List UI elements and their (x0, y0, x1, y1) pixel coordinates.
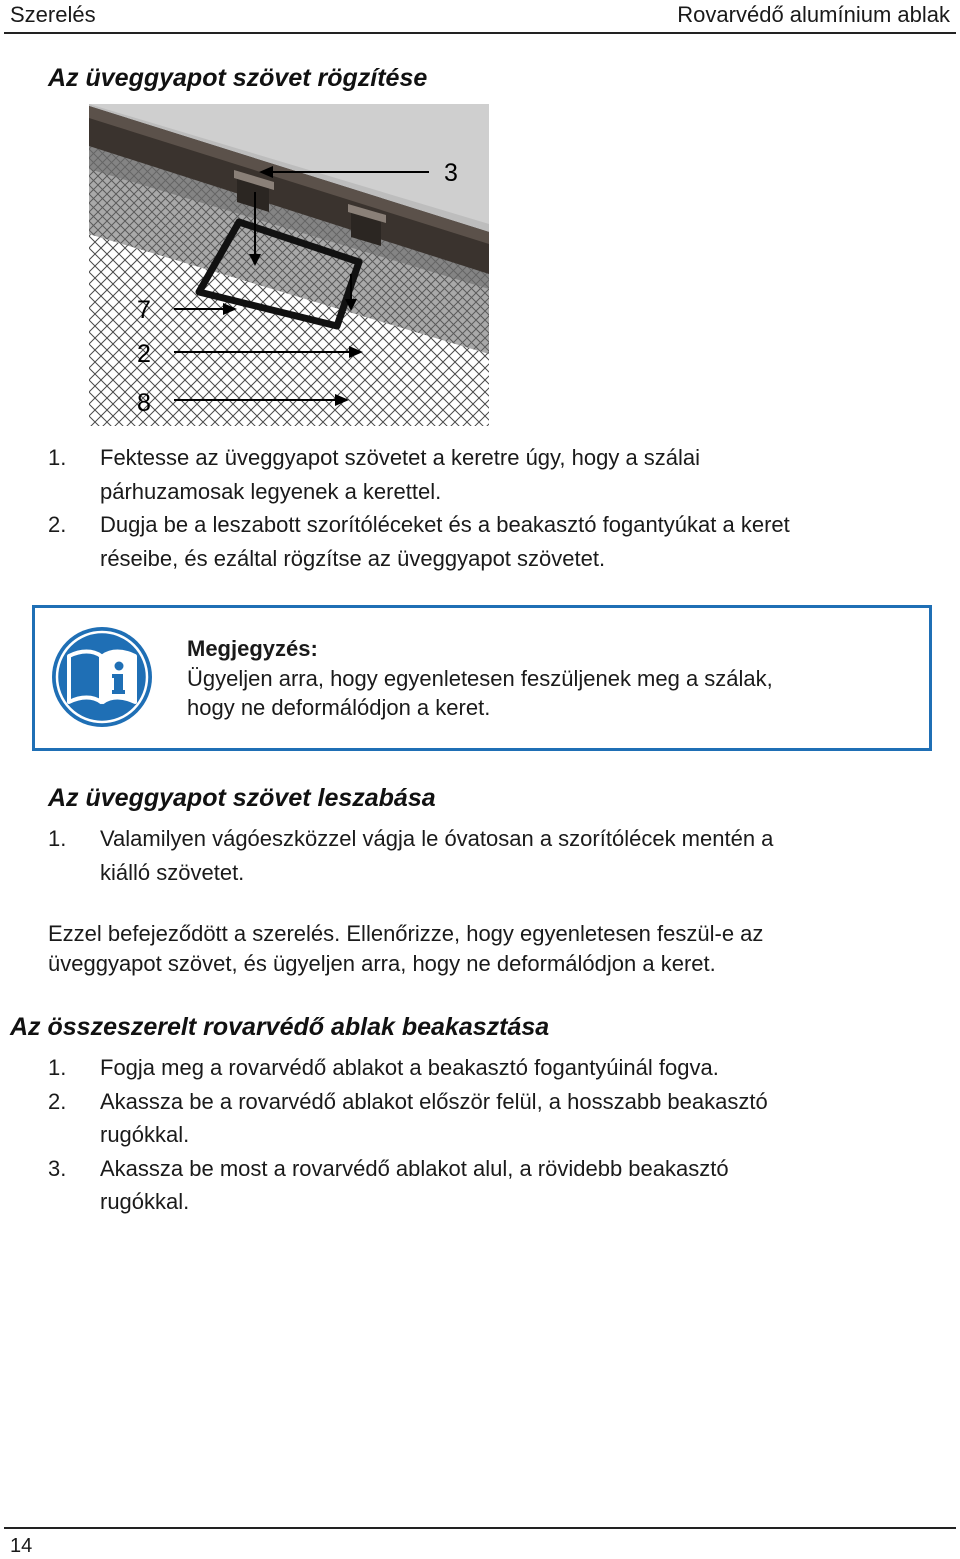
step-text-line: réseibe, és ezáltal rögzítse az üveggyapot szövetet. (100, 545, 606, 571)
step-number: 3. (48, 1155, 67, 1181)
list-item (48, 441, 790, 508)
list-item (48, 1085, 768, 1152)
hanging-steps-list (48, 1051, 768, 1219)
step-text-line: Fektesse az üveggyapot szövetet a keretre úgy, hogy a szálai (100, 445, 701, 470)
note-box (32, 605, 932, 751)
step-text-line: párhuzamosak legyenek a kerettel. (100, 478, 442, 504)
assembly-illustration (89, 104, 489, 426)
step-number: 2. (48, 1088, 67, 1114)
step-text-line: rugókkal. (100, 1122, 190, 1147)
figure-label-7: 7 (137, 296, 151, 324)
header-section-name: Szerelés (10, 2, 96, 27)
section-title-fixing: Az üveggyapot szövet rögzítése (48, 64, 428, 92)
step-text-line: Dugja be a leszabott szorítóléceket és a beakasztó fogantyúkat a keret (100, 512, 790, 537)
step-number: 2. (48, 512, 67, 537)
step-text-line: rugókkal. (100, 1189, 190, 1214)
footer-rule (4, 1527, 956, 1529)
step-text-line: Akassza be most a rovarvédő ablakot alul, a rövidebb beakasztó (100, 1155, 729, 1181)
note-text (187, 634, 773, 723)
fixing-steps-list (48, 441, 790, 575)
cutting-steps-list (48, 822, 773, 889)
section-title-cutting: Az üveggyapot szövet leszabása (48, 784, 436, 812)
figure-label-8: 8 (137, 389, 151, 417)
list-item (48, 1051, 768, 1085)
step-text-line: Akassza be a rovarvédő ablakot először felül, a hosszabb beakasztó (100, 1088, 768, 1114)
figure-label-3: 3 (444, 159, 458, 187)
step-number: 1. (48, 826, 67, 851)
completion-paragraph (48, 919, 928, 978)
step-number: 1. (48, 445, 67, 470)
note-line: Ügyeljen arra, hogy egyenletesen feszüljenek meg a szálak, (187, 665, 773, 691)
step-text-line: Valamilyen vágóeszközzel vágja le óvatosan a szorítólécek mentén a (100, 826, 774, 851)
step-text-line: Fogja meg a rovarvédő ablakot a beakasztó fogantyúinál fogva. (100, 1055, 719, 1080)
list-item (48, 508, 790, 575)
figure-label-2: 2 (137, 340, 151, 368)
header-document-title: Rovarvédő alumínium ablak (677, 2, 950, 27)
info-manual-icon (51, 626, 153, 728)
list-item (48, 1152, 768, 1219)
paragraph-line: Ezzel befejeződött a szerelés. Ellenőrizze, hogy egyenletesen feszül-e az (48, 921, 764, 946)
page-header (0, 0, 960, 30)
step-number: 1. (48, 1055, 67, 1080)
note-heading: Megjegyzés: (187, 636, 318, 661)
header-rule (4, 32, 956, 34)
paragraph-line: üveggyapot szövet, és ügyeljen arra, hogy ne deformálódjon a keret. (48, 950, 716, 976)
list-item (48, 822, 773, 889)
note-line: hogy ne deformálódjon a keret. (187, 695, 491, 720)
section-title-hanging: Az összeszerelt rovarvédő ablak beakasztása (10, 1013, 550, 1041)
page-number: 14 (10, 1535, 33, 1557)
step-text-line: kiálló szövetet. (100, 859, 245, 885)
